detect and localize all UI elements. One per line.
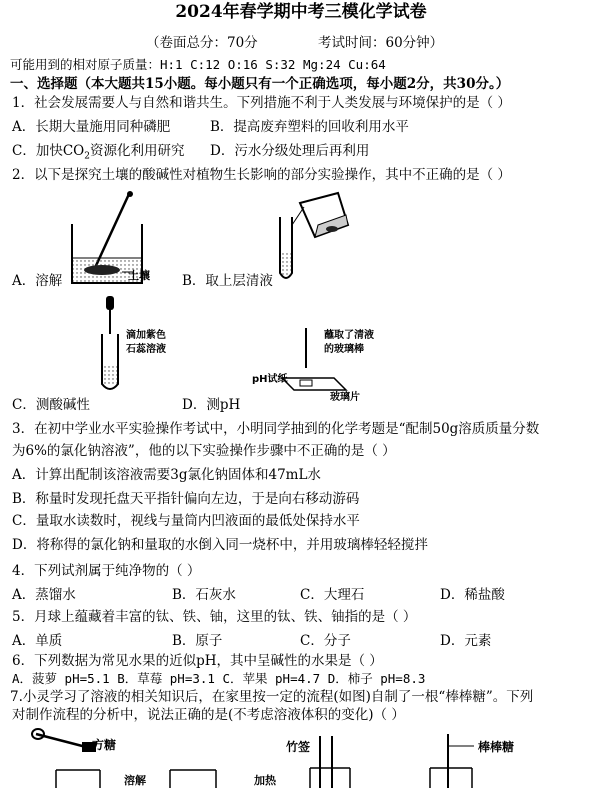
q4-option-d: D．稀盐酸 [440, 587, 505, 603]
q1-option-a: A．长期大量施用同种磷肥 [12, 119, 171, 135]
atomic-masses: 可能用到的相对原子质量：H:1 C:12 O:16 S:32 Mg:24 Cu:64 [10, 57, 386, 72]
q6-options: A．菠萝 pH=5.1 B．草莓 pH=3.1 C．苹果 pH=4.7 D．柿子 pH=8.3 [12, 671, 426, 686]
page-title: 2024年春学期中考三模化学试卷 [175, 2, 427, 22]
fig-label-glass: 玻璃片 [330, 392, 360, 403]
q3-option-d: D．将称得的氯化钠和量取的水倒入同一烧杯中，并用玻璃棒轻轻搅拌 [12, 537, 428, 553]
litmus-test-figure [96, 294, 126, 394]
fig-label-lollipop: 棒棒糖 [478, 740, 515, 754]
fig-label-soil: 土壤 [128, 269, 150, 282]
q4-option-b: B．石灰水 [172, 587, 236, 603]
question-5-stem: 5．月球上蕴藏着丰富的钛、铁、铀，这里的钛、铁、铀指的是（ ） [12, 609, 417, 625]
q2-option-a: A．溶解 [12, 273, 63, 289]
q4-option-c: C．大理石 [300, 587, 365, 603]
question-3-stem-line-2: 为6%的氯化钠溶液”，他的以下实验操作步骤中不正确的是（ ） [12, 443, 396, 459]
question-3-stem-line-1: 3．在初中学业水平实验操作考试中，小明同学抽到的化学考题是“配制50g溶质质量分数 [12, 421, 540, 437]
q1-option-b: B．提高废弃塑料的回收利用水平 [210, 119, 409, 135]
question-7-stem-line-2: 对制作流程的分析中，说法正确的是(不考虑溶液体积的变化)（ ） [12, 707, 405, 723]
q1-option-c: C．加快$CO_2$资源化利用研究 [12, 143, 185, 162]
fig-label-litmus-2: 石蕊溶液 [126, 344, 166, 355]
q4-option-a: A．蒸馏水 [12, 587, 76, 603]
exam-score: （卷面总分：70分 [146, 35, 258, 51]
q5-option-a: A．单质 [12, 633, 63, 649]
fig-label-litmus-1: 滴加紫色 [126, 330, 166, 341]
fig-label-dissolve: 溶解 [124, 774, 146, 787]
q2-option-d: D．测pH [182, 397, 241, 413]
q2-option-b: B．取上层清液 [182, 273, 273, 289]
section-header: 一、选择题（本大题共15小题。每小题只有一个正确选项，每小题2分，共30分。） [10, 76, 510, 92]
fig-label-rod-2: 的玻璃棒 [324, 344, 364, 355]
q1-option-d: D．污水分级处理后再利用 [210, 143, 370, 159]
question-4-stem: 4．下列试剂属于纯净物的（ ） [12, 563, 201, 579]
question-1-stem: 1．社会发展需要人与自然和谐共生。下列措施不利于人类发展与环境保护的是（ ） [12, 95, 511, 111]
question-7-stem-line-1: 7.小灵学习了溶液的相关知识后，在家里按一定的流程(如图)自制了一根“棒棒糖”。下列 [10, 689, 534, 705]
q5-option-d: D．元素 [440, 633, 492, 649]
question-6-stem: 6．下列数据为常见水果的近似pH，其中呈碱性的水果是（ ） [12, 653, 383, 669]
q2-option-c: C．测酸碱性 [12, 397, 90, 413]
q3-option-c: C．量取水读数时，视线与量筒内凹液面的最低处保持水平 [12, 513, 360, 529]
question-2-stem: 2．以下是探究土壤的酸碱性对植物生长影响的部分实验操作，其中不正确的是（ ） [12, 167, 511, 183]
fig-label-heat: 加热 [254, 774, 276, 787]
fig-label-rod-1: 蘸取了清液 [324, 330, 374, 341]
q5-option-c: C．分子 [300, 633, 351, 649]
fig-label-sugar: 方糖 [92, 738, 117, 752]
q3-option-a: A．计算出配制该溶液需要3g氯化钠固体和47mL水 [12, 467, 321, 483]
q5-option-b: B．原子 [172, 633, 223, 649]
fig-label-stick: 竹签 [286, 740, 311, 754]
pour-supernatant-figure [270, 185, 360, 285]
q3-option-b: B．称量时发现托盘天平指针偏向左边，于是向右移动游码 [12, 491, 360, 507]
exam-time: 考试时间：60分钟） [318, 35, 444, 51]
fig-label-ph-paper: pH试纸 [252, 374, 288, 385]
